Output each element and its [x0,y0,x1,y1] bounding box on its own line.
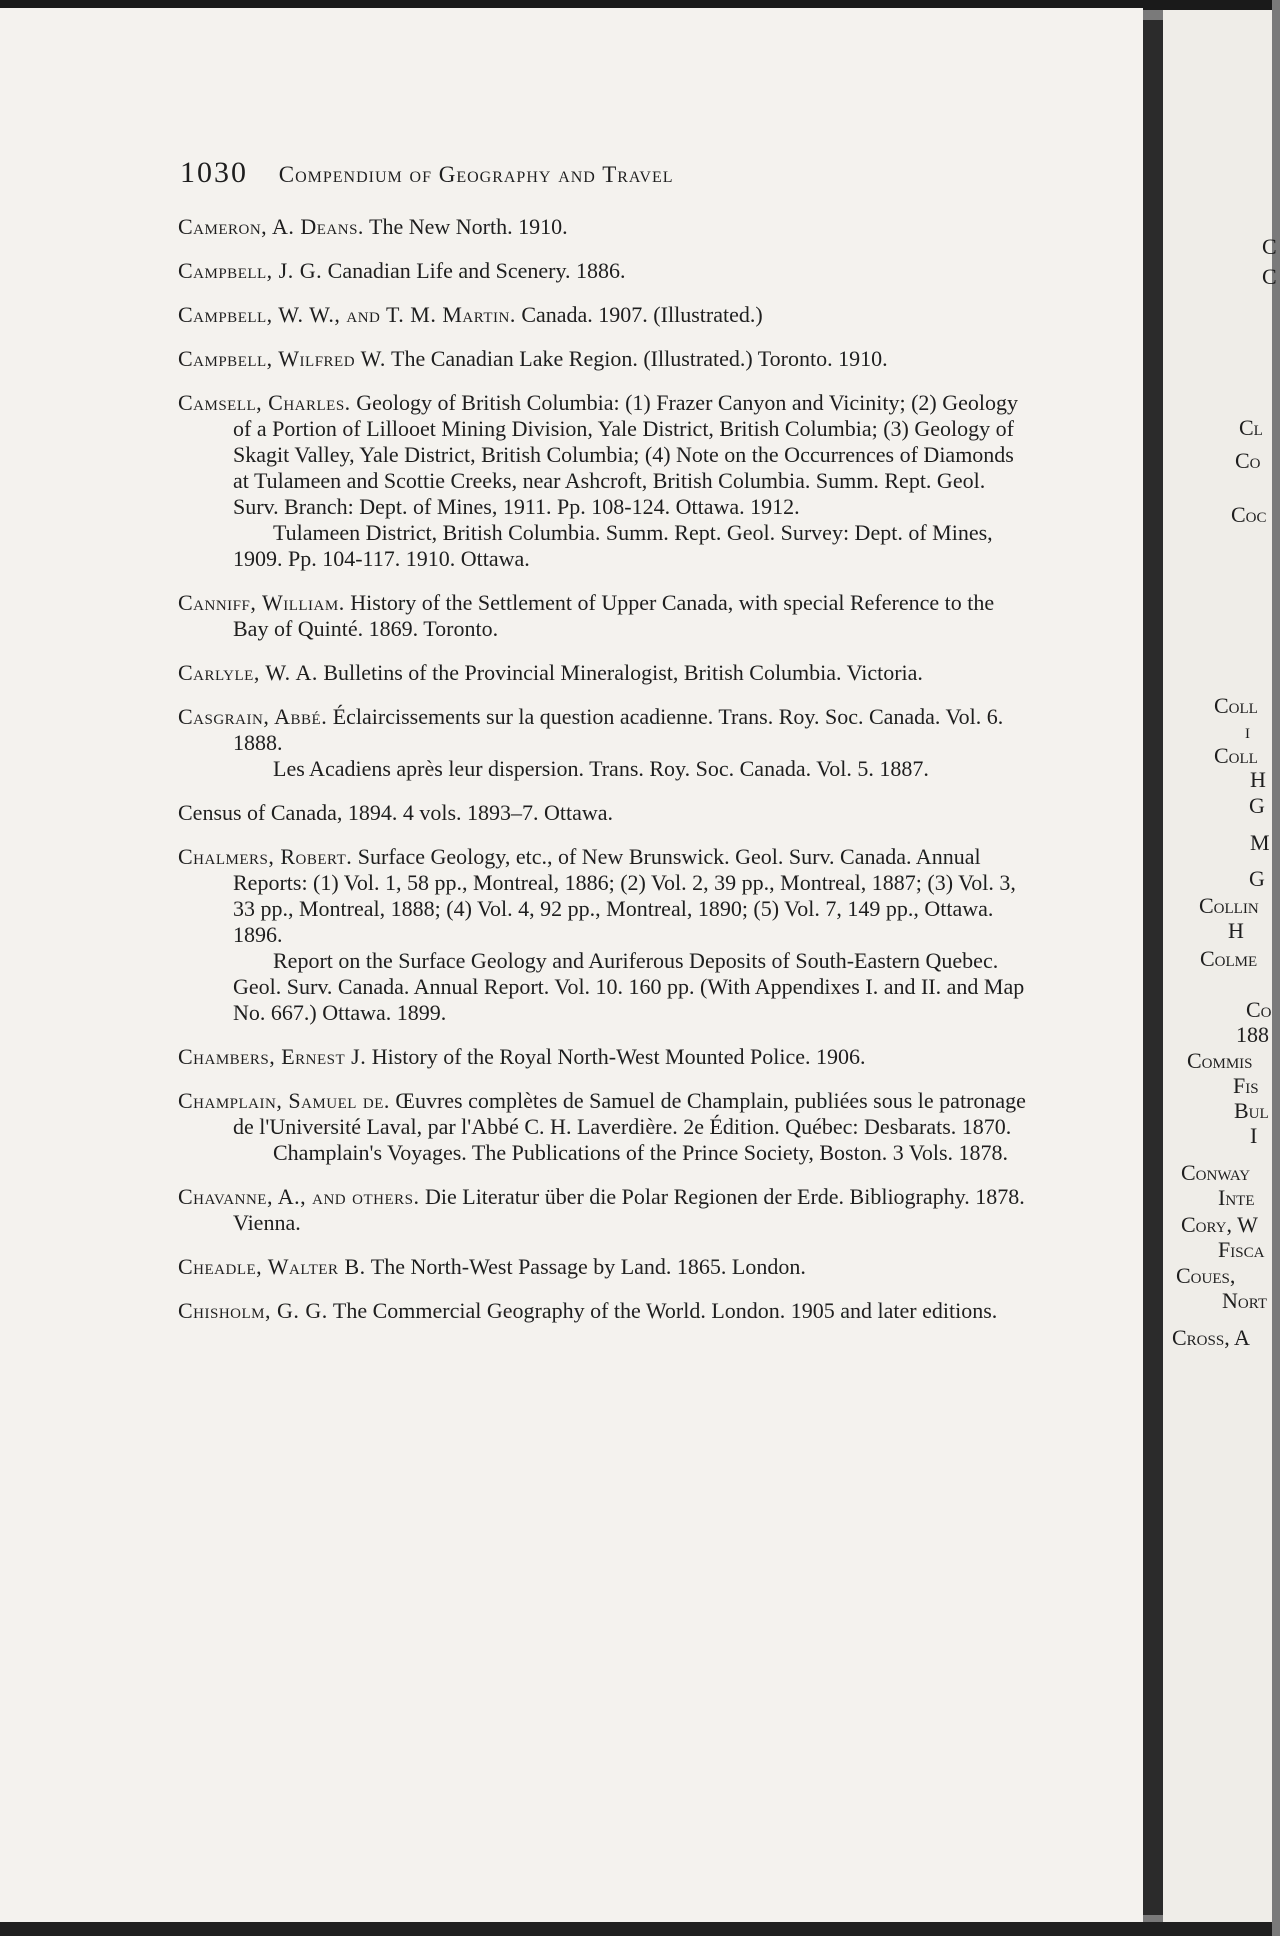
entry-author: Campbell, J. G. [178,258,323,283]
entry-text: Canadian Life and Scenery. 1886. [327,258,626,283]
bibliography-entry [178,1088,1034,1166]
bibliography-entry [178,1254,1034,1280]
bibliography-entry [178,844,1034,1026]
facing-page-fragment: Commis [1187,1048,1253,1073]
bibliography-entry [178,302,1034,328]
facing-page-fragment: H [1250,767,1266,792]
facing-page-fragment: I [1250,1123,1258,1148]
entry-author: Casgrain, Abbé. [178,704,328,729]
facing-page-fragment: C [1262,264,1277,289]
entry-author: Cheadle, Walter B. [178,1254,366,1279]
entry-text: The North-West Passage by Land. 1865. London. [370,1254,806,1279]
facing-page-fragment: Co [1235,448,1261,473]
facing-page-fragment: Co [1246,997,1272,1022]
facing-page-fragment: Colme [1200,946,1258,971]
entry-sub-item: Tulameen District, British Columbia. Summ. Rept. Geol. Survey: Dept. of Mines, 1909. Pp. 104-117. 1910. Ottawa. [233,520,993,571]
facing-page-fragment: Cory, W [1181,1212,1258,1237]
entry-author: Carlyle, W. A. [178,660,318,685]
bibliography-entry [178,346,1034,372]
facing-page-fragment: M [1250,830,1270,855]
facing-page-fragment: G [1249,866,1265,891]
entry-author: Camsell, Charles. [178,390,351,415]
facing-page-fragment: Cross, A [1172,1325,1250,1350]
entry-author: Campbell, W. W., and T. M. Martin. [178,302,516,327]
facing-page-fragment: Coc [1231,502,1267,527]
facing-page-fragment: Conway [1181,1160,1251,1185]
bibliography-entry [178,258,1034,284]
facing-page-fragment: H [1228,918,1244,943]
facing-page-fragment: 188 [1236,1022,1269,1047]
facing-page-fragment: G [1249,793,1265,818]
book-gutter [1143,20,1163,1915]
entry-author: Campbell, Wilfred W. [178,346,386,371]
facing-page-fragment: Coll [1214,693,1258,718]
facing-page-fragment: Fis [1233,1073,1259,1098]
scan-bottom-edge [0,1922,1272,1936]
facing-page-fragment: Coues, [1176,1263,1236,1288]
facing-page-fragment: Inte [1218,1185,1255,1210]
entry-author: Chavanne, A., and others. [178,1184,420,1209]
entry-author: Chisholm, G. G. [178,1298,328,1323]
entry-sub-item: Les Acadiens après leur dispersion. Trans. Roy. Soc. Canada. Vol. 5. 1887. [273,756,929,781]
bibliography-entry [178,800,1034,826]
entry-text: Canada. 1907. (Illustrated.) [521,302,763,327]
facing-page-fragment: Collin [1199,893,1259,918]
running-title: Compendium of Geography and Travel [278,162,674,187]
facing-page-fragment: Cl [1239,415,1263,440]
facing-page-fragment: i [1245,718,1250,743]
entry-author: Chalmers, Robert. [178,844,353,869]
entry-sub-item: Report on the Surface Geology and Auriferous Deposits of South-Eastern Quebec. Geol. Surv. Canada. Annual Report. Vol. 10. 160 pp. (With Appendixes I. and II. and Map No. 667.) Ottawa. 1899. [233,948,1025,1025]
entry-text: The Commercial Geography of the World. London. 1905 and later editions. [332,1298,998,1323]
bibliography-entry [178,590,1034,642]
entry-sub-item: Champlain's Voyages. The Publications of the Prince Society, Boston. 3 Vols. 1878. [273,1140,1009,1165]
bibliography-entry [178,660,1034,686]
entry-text: The New North. 1910. [369,214,568,239]
bibliography-entry [178,1298,1034,1324]
facing-page-fragment: Nort [1222,1288,1267,1313]
bibliography-entry [178,390,1034,572]
page-number: 1030 [180,156,248,189]
entry-text: Œuvres complètes de Samuel de Champlain, publiées sous le patronage de l'Université Laval, par l'Abbé C. H. Laverdière. 2e Édition. Québec: Desbarats. 1870. [233,1088,1026,1139]
bibliography-entry [178,214,1034,240]
facing-page-fragment: C [1262,234,1277,259]
bibliography-entry [178,1184,1034,1236]
bibliography-entry [178,704,1034,782]
entry-author: Canniff, William. [178,590,345,615]
entry-text: History of the Settlement of Upper Canada, with special Reference to the Bay of Quinté. 1869. Toronto. [233,590,995,641]
entry-author: Champlain, Samuel de. [178,1088,390,1113]
entry-text: Éclaircissements sur la question acadienne. Trans. Roy. Soc. Canada. Vol. 6. 1888. [233,704,1004,755]
entry-text: History of the Royal North-West Mounted Police. 1906. [371,1044,866,1069]
entry-text: The Canadian Lake Region. (Illustrated.) Toronto. 1910. [391,346,888,371]
facing-page-fragment: Bul [1234,1098,1269,1123]
bibliography-entry [178,1044,1034,1070]
entry-text: Census of Canada, 1894. 4 vols. 1893–7. Ottawa. [178,800,614,825]
facing-page-fragment: Coll [1214,743,1258,768]
entry-text: Die Literatur über die Polar Regionen der Erde. Bibliography. 1878. Vienna. [233,1184,1025,1235]
entry-text: Bulletins of the Provincial Mineralogist, British Columbia. Victoria. [323,660,923,685]
entry-text: Surface Geology, etc., of New Brunswick. Geol. Surv. Canada. Annual Reports: (1) Vol. 1, 58 pp., Montreal, 1886; (2) Vol. 2, 39 pp., Montreal, 1887; (3) Vol. 3, 33 pp., Montreal, 1888; (4) Vol. 4, 92 pp., Montreal, 1890; (5) Vol. 7, 149 pp., Ottawa. 1896. [233,844,1016,947]
entry-author: Cameron, A. Deans. [178,214,364,239]
facing-page-fragment: Fisca [1218,1237,1265,1262]
entry-author: Chambers, Ernest J. [178,1044,367,1069]
entry-text: Geology of British Columbia: (1) Frazer Canyon and Vicinity; (2) Geology of a Portion of Lillooet Mining Division, Yale District, British Columbia; (3) Geology of Skagit Valley, Yale District, British Columbia; (4) Note on the Occurrences of Diamonds at Tulameen and Scottie Creeks, near Ashcroft, British Columbia. Summ. Rept. Geol. Surv. Branch: Dept. of Mines, 1911. Pp. 108-124. Ottawa. 1912. [233,390,1019,519]
bibliography-list [178,214,1034,1342]
page-header [180,156,1060,190]
